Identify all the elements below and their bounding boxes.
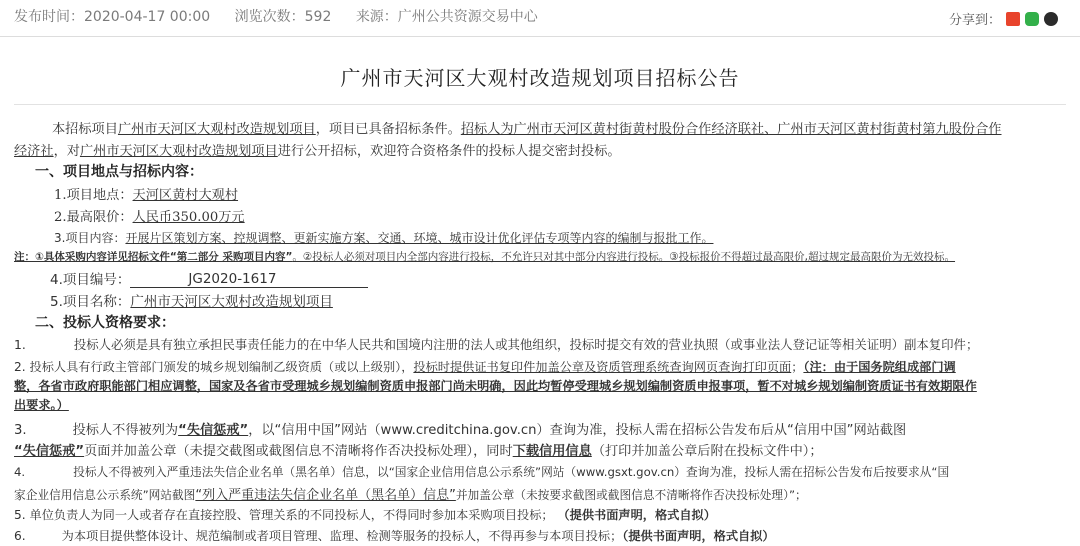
req-number: 1. bbox=[14, 337, 26, 352]
req-text: ，以“信用中国”网站（www.creditchina.gov.cn）查询为准，投标人需在招标公告发布后从“信用中国”网站截图 bbox=[248, 423, 907, 438]
req-text: 并加盖公章（未按要求截图或截图信息不清晰将作否决投标处理）”； bbox=[455, 488, 807, 502]
intro-line-2 bbox=[14, 140, 621, 159]
note-bold: 注：①具体采购内容详见招标文件“第二部分 采购项目内容” bbox=[14, 251, 293, 263]
req-bold: “失信惩戒” bbox=[14, 444, 85, 459]
view-count: 浏览次数：592 bbox=[234, 9, 332, 25]
intro-line-1 bbox=[52, 118, 1002, 137]
req-text: 家企业信用信息公示系统”网站截图 bbox=[14, 488, 196, 502]
req-text: 投标人不得被列入严重违法失信企业名单（黑名单）信息，以“国家企业信用信息公示系统”网站（www.gsxt.gov.cn）查询为准，投标人需在招标公告发布后按要求从“国 bbox=[73, 465, 950, 479]
req-number: 4. bbox=[14, 465, 26, 479]
section-2-heading: 二、投标人资格要求： bbox=[35, 315, 175, 331]
req-underline: 投标时提供证书复印件加盖公章及资质管理系统查询网页查询打印页面 bbox=[413, 360, 792, 374]
requirement-1 bbox=[14, 335, 978, 353]
req-text: （打印并加盖公章后附在投标文件中）； bbox=[591, 444, 823, 459]
req-text: 页面并加盖公章（未提交截图或截图信息不清晰将作否决投标处理），同时 bbox=[84, 444, 513, 459]
header-divider bbox=[0, 36, 1080, 37]
requirement-4 bbox=[14, 464, 949, 480]
location-value: 天河区黄村大观村 bbox=[132, 188, 239, 203]
req-bold: （提供书面声明，格式自拟） bbox=[563, 508, 716, 522]
project-name bbox=[50, 290, 333, 310]
req-text: ； bbox=[791, 360, 804, 374]
requirement-2-end: 出要求。） bbox=[14, 398, 69, 412]
download-credit-link: 下载信用信息 bbox=[512, 444, 592, 459]
location-label: 1.项目地点： bbox=[54, 188, 133, 203]
requirement-3 bbox=[14, 419, 906, 438]
project-location bbox=[54, 184, 238, 203]
req-note: （注：由于国务院组成部门调 bbox=[803, 360, 956, 374]
name-value: 广州市天河区大观村改造规划项目 bbox=[130, 294, 333, 310]
section-1-heading: 一、项目地点与招标内容： bbox=[35, 164, 203, 180]
code-label: 4.项目编号： bbox=[50, 272, 131, 288]
name-label: 5.项目名称： bbox=[50, 294, 131, 310]
content-label: 3.项目内容： bbox=[54, 231, 126, 245]
content-value: 开展片区策划方案、控规调整、更新实施方案、交通、环境、城市设计优化评估专项等内容的编制与报批工作。 bbox=[125, 231, 714, 245]
project-code bbox=[50, 268, 368, 288]
requirement-2 bbox=[14, 358, 956, 375]
req-number: 6. bbox=[14, 529, 26, 543]
req-text: 5. 单位负责人为同一人或者存在直接控股、管理关系的不同投标人，不得同时参加本采购项目投标； bbox=[14, 508, 554, 522]
section-1-note bbox=[14, 249, 955, 264]
note-text: 。②投标人必须对项目内全部内容进行投标，不允许只对其中部分内容进行投标。③投标报价不得超过最高限价,超过规定最高限价为无效投标。 bbox=[292, 251, 956, 263]
source: 来源：广州公共资源交易中心 bbox=[355, 9, 538, 25]
requirement-6 bbox=[14, 527, 775, 544]
article-meta bbox=[14, 6, 558, 26]
intro-text: ，对 bbox=[53, 144, 80, 159]
project-name-link: 广州市天河区大观村改造规划项目 bbox=[79, 144, 278, 159]
share-label: 分享到： bbox=[948, 13, 1001, 28]
page-title: 广州市天河区大观村改造规划项目招标公告 bbox=[340, 66, 740, 90]
req-underline: “列入严重违法失信企业名单（黑名单）信息” bbox=[195, 488, 456, 503]
requirement-5 bbox=[14, 506, 716, 523]
price-label: 2.最高限价： bbox=[54, 210, 133, 225]
max-price bbox=[54, 206, 245, 225]
intro-text: 本招标项目 bbox=[52, 122, 118, 137]
weibo-icon[interactable] bbox=[1006, 12, 1020, 26]
project-content bbox=[54, 229, 713, 246]
requirement-4-cont bbox=[14, 484, 807, 503]
title-divider bbox=[14, 104, 1066, 105]
code-value: JG2020-1617 bbox=[188, 271, 277, 287]
intro-text: 进行公开招标，欢迎符合资格条件的投标人提交密封投标。 bbox=[277, 144, 621, 159]
share-bar bbox=[949, 9, 1058, 28]
req-text: 为本项目提供整体设计、规范编制或者项目管理、监理、检测等服务的投标人，不得再参与本项目投标； bbox=[61, 529, 623, 543]
publish-time: 发布时间：2020-04-17 00:00 bbox=[14, 9, 211, 25]
project-name-link: 广州市天河区大观村改造规划项目 bbox=[117, 122, 316, 137]
req-bold: “失信惩戒” bbox=[178, 423, 249, 438]
req-text: 投标人必须是具有独立承担民事责任能力的在中华人民共和国境内注册的法人或其他组织，投标时提交有效的营业执照（或事业法人登记证等相关证明）副本复印件； bbox=[73, 337, 979, 352]
qq-icon[interactable] bbox=[1044, 12, 1058, 26]
wechat-icon[interactable] bbox=[1025, 12, 1039, 26]
price-value: 人民币350.00万元 bbox=[132, 210, 245, 225]
requirement-2-cont: 整，各省市政府职能部门相应调整，国家及各省市受理城乡规划编制资质申报部门尚未明确，因此均暂停受理城乡规划编制资质申报事项，暂不对城乡规划编制资质证书有效期限作 bbox=[14, 379, 977, 393]
requirement-3-cont bbox=[14, 440, 823, 459]
req-text: 投标人不得被列为 bbox=[72, 423, 179, 438]
req-bold: （提供书面声明，格式自拟） bbox=[622, 529, 775, 543]
tenderer-text: 经济社 bbox=[14, 144, 54, 159]
req-number: 3. bbox=[14, 423, 27, 438]
intro-text: ，项目已具备招标条件。 bbox=[315, 122, 461, 137]
tenderer-text: 招标人为广州市天河区黄村街黄村股份合作经济联社、广州市天河区黄村街黄村第九股份合作 bbox=[460, 122, 1002, 137]
req-text: 2. 投标人具有行政主管部门颁发的城乡规划编制乙级资质（或以上级别）， bbox=[14, 360, 414, 374]
